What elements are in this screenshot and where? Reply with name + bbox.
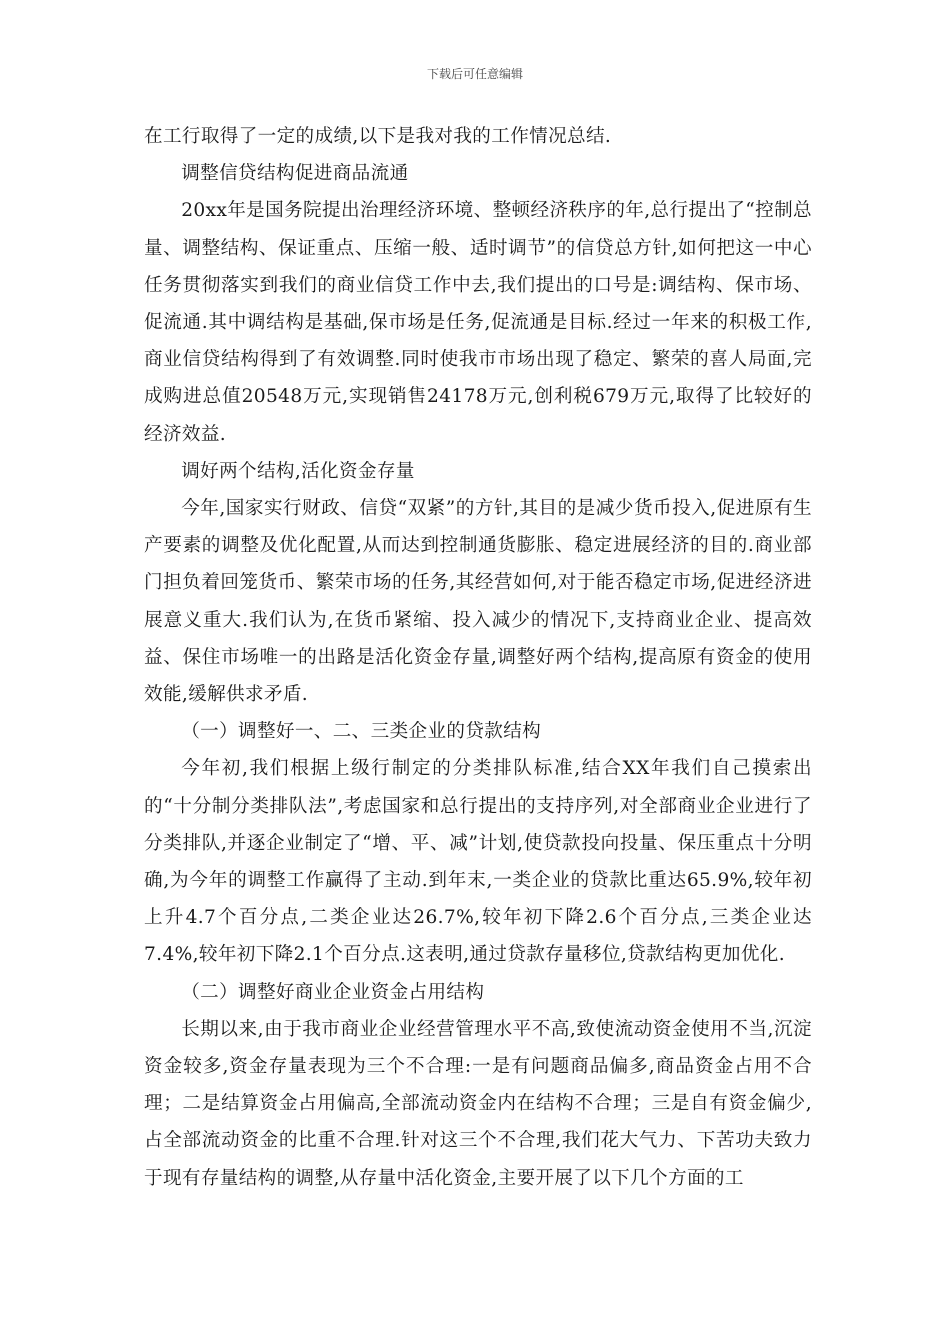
paragraph-loan-classification: 今年初,我们根据上级行制定的分类排队标准,结合XX年我们自己摸索出的“十分制分类排队法”,考虑国家和总行提出的支持序列,对全部商业企业进行了分类排队,并逐企业制定了“增、平、减”计划,使贷款投向投量、保压重点十分明确,为今年的调整工作赢得了主动.到年末,一类企业的贷款比重达65.9%,较年初上升4.7个百分点,二类企业达26.7%,较年初下降2.6个百分点,三类企业达7.4%,较年初下降2.1个百分点.这表明,通过贷款存量移位,贷款结构更加优化. xyxy=(144,758,812,966)
paragraph-credit-policy: 20xx年是国务院提出治理经济环境、整顿经济秩序的年,总行提出了“控制总量、调整结构、保证重点、压缩一般、适时调节”的信贷总方针,如何把这一中心任务贯彻落实到我们的商业信贷工作中去,我们提出的口号是:调结构、保市场、促流通.其中调结构是基础,保市场是任务,促流通是目标.经过一年来的积极工作,商业信贷结构得到了有效调整.同时使我市市场出现了稳定、繁荣的喜人局面,完成购进总值20548万元,实现销售24178万元,创利税679万元,取得了比较好的经济效益. xyxy=(144,200,812,445)
paragraph-fund-structure: 长期以来,由于我市商业企业经营管理水平不高,致使流动资金使用不当,沉淀资金较多,资金存量表现为三个不合理:一是有问题商品偏多,商品资金占用不合理；二是结算资金占用偏高,全部流动资金内在结构不合理；三是自有资金偏少,占全部流动资金的比重不合理.针对这三个不合理,我们花大气力、下苦功夫致力于现有存量结构的调整,从存量中活化资金,主要开展了以下几个方面的工 xyxy=(144,1018,812,1189)
subsection-heading-fund-occupation: （二）调整好商业企业资金占用结构 xyxy=(181,981,485,1003)
paragraph-intro: 在工行取得了一定的成绩,以下是我对我的工作情况总结. xyxy=(144,126,612,147)
section-heading-two-structures: 调好两个结构,活化资金存量 xyxy=(181,460,415,482)
page-header: 下载后可任意编辑 xyxy=(426,67,523,81)
document-body xyxy=(144,118,812,1197)
paragraph-double-tight: 今年,国家实行财政、信贷“双紧”的方针,其目的是减少货币投入,促进原有生产要素的调整及优化配置,从而达到控制通货膨胀、稳定进展经济的目的.商业部门担负着回笼货币、繁荣市场的任务,其经营如何,对于能否稳定市场,促进经济进展意义重大.我们认为,在货币紧缩、投入减少的情况下,支持商业企业、提高效益、保住市场唯一的出路是活化资金存量,调整好两个结构,提高原有资金的使用效能,缓解供求矛盾. xyxy=(144,498,812,706)
section-heading-credit-structure: 调整信贷结构促进商品流通 xyxy=(181,163,409,185)
subsection-heading-loan-structure: （一）调整好一、二、三类企业的贷款结构 xyxy=(181,721,542,743)
